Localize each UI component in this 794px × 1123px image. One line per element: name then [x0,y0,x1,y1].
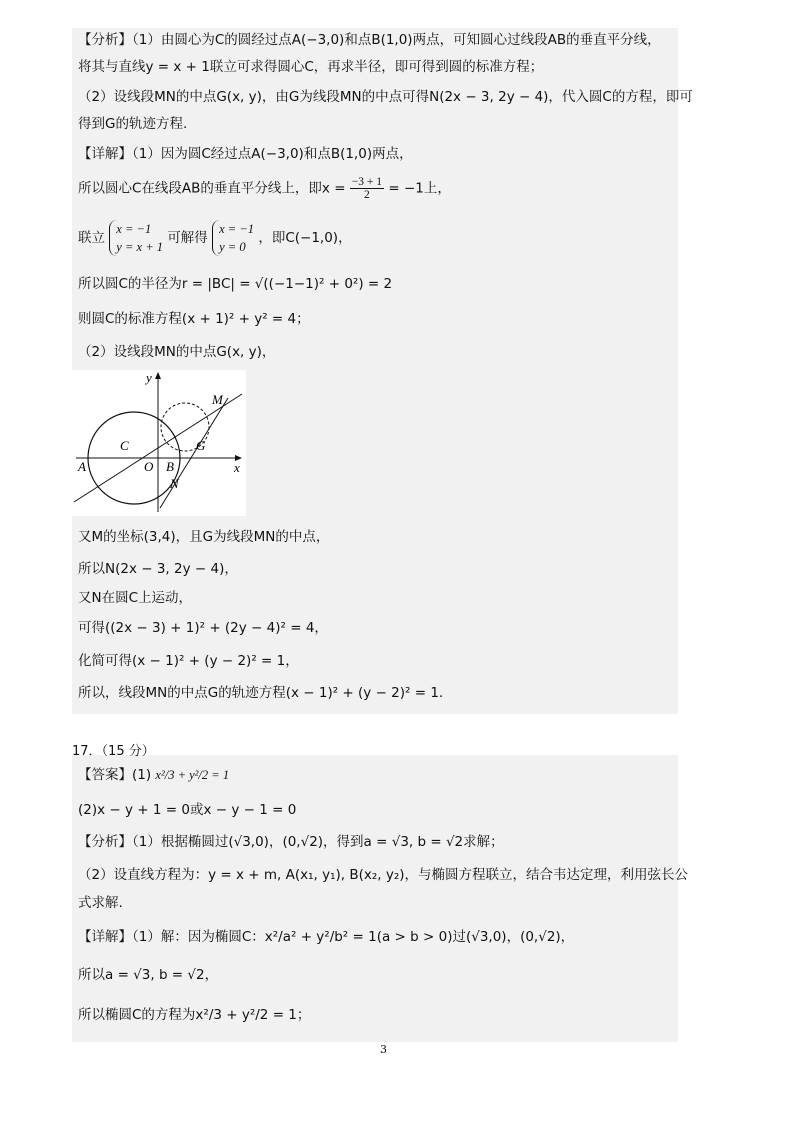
label-x: x [234,460,240,475]
sys1-row-a: x = −1 [116,222,152,236]
answer-1-equation: x²/3 + y²/2 = 1 [155,768,230,782]
detail-1c-mid: 可解得 [167,230,208,246]
sys1-row-b: y = x + 1 [116,240,164,254]
detail-line-2e: 可得((2x − 3) + 1)² + (2y − 4)² = 4， [78,620,328,636]
detail-line-1c [78,220,352,256]
label-m: M [212,392,223,407]
detail-1b-post: = −1上， [388,180,451,197]
detail-line-2d: 又N在圆C上运动， [78,590,193,606]
analysis-17-line-2b: 式求解. [78,895,123,911]
answer-line-2: (2)x − y + 1 = 0或x − y − 1 = 0 [78,802,297,818]
equation-system-1 [109,220,163,256]
label-y: y [146,370,152,385]
label-n: N [170,476,179,491]
analysis-line-2b: 得到G的轨迹方程. [78,116,188,132]
label-g: G [196,438,206,453]
analysis-line-1a: 【分析】（1）由圆心为C的圆经过点A(−3,0)和点B(1,0)两点，可知圆心过线段AB的垂直平分线， [78,32,661,48]
geometry-figure [72,370,246,516]
detail-line-1a: 【详解】（1）因为圆C经过点A(−3,0)和点B(1,0)两点， [78,146,413,162]
detail-line-2f: 化简可得(x − 1)² + (y − 2)² = 1， [78,653,299,669]
analysis-line-2a: （2）设线段MN的中点G(x, y)，由G为线段MN的中点可得N(2x − 3, 2y − 4)，代入圆C的方程，即可 [78,89,693,105]
detail-17-line-1a: 【详解】（1）解：因为椭圆C：x²/a² + y²/b² = 1(a > b > 0)过(√3,0)，(0,√2)， [78,929,575,945]
detail-line-1b [78,176,451,201]
detail-line-2g: 所以，线段MN的中点G的轨迹方程(x − 1)² + (y − 2)² = 1. [78,685,444,701]
label-b: B [166,459,174,474]
detail-line-2c: 所以N(2x − 3, 2y − 4)， [78,561,238,577]
solution-17-background [72,755,678,1042]
sys2-row-a: x = −1 [219,222,255,236]
answer-line-1 [78,766,229,784]
fraction-midpoint [350,176,384,201]
detail-1c-pre: 联立 [78,230,105,246]
label-a: A [78,459,86,474]
sys2-row-b: y = 0 [219,240,246,254]
detail-1b-text: 所以圆心C在线段AB的垂直平分线上，即x = [78,180,346,197]
question-17-number: 17．（15 分） [72,744,155,759]
analysis-17-line-1: 【分析】（1）根据椭圆过(√3,0)，(0,√2)，得到a = √3, b = √2求解； [78,834,504,850]
analysis-line-1b: 将其与直线y = x + 1联立可求得圆心C，再求半径，即可得到圆的标准方程； [78,59,544,75]
detail-line-2b: 又M的坐标(3,4)，且G为线段MN的中点， [78,529,330,545]
detail-line-2a: （2）设线段MN的中点G(x, y)， [78,344,276,360]
fraction-numerator: −3 + 1 [351,176,383,188]
equation-system-2 [212,220,254,256]
answer-1-label: 【答案】(1) [78,767,152,783]
label-o: O [144,459,154,474]
detail-17-line-1c: 所以椭圆C的方程为x²/3 + y²/2 = 1； [78,1007,311,1023]
fraction-denominator: 2 [364,189,370,201]
label-c: C [120,438,129,453]
analysis-17-line-2a: （2）设直线方程为：y = x + m, A(x₁, y₁), B(x₂, y₂)，与椭圆方程联立，结合韦达定理，利用弦长公 [78,867,689,883]
detail-line-1d: 所以圆C的半径为r = |BC| = √((−1−1)² + 0²) = 2 [78,276,393,292]
detail-17-line-1b: 所以a = √3, b = √2， [78,967,219,983]
detail-1c-post: ，即C(−1,0)， [258,230,352,246]
page-number: 3 [380,1043,387,1056]
detail-line-1e: 则圆C的标准方程(x + 1)² + y² = 4； [78,311,310,327]
